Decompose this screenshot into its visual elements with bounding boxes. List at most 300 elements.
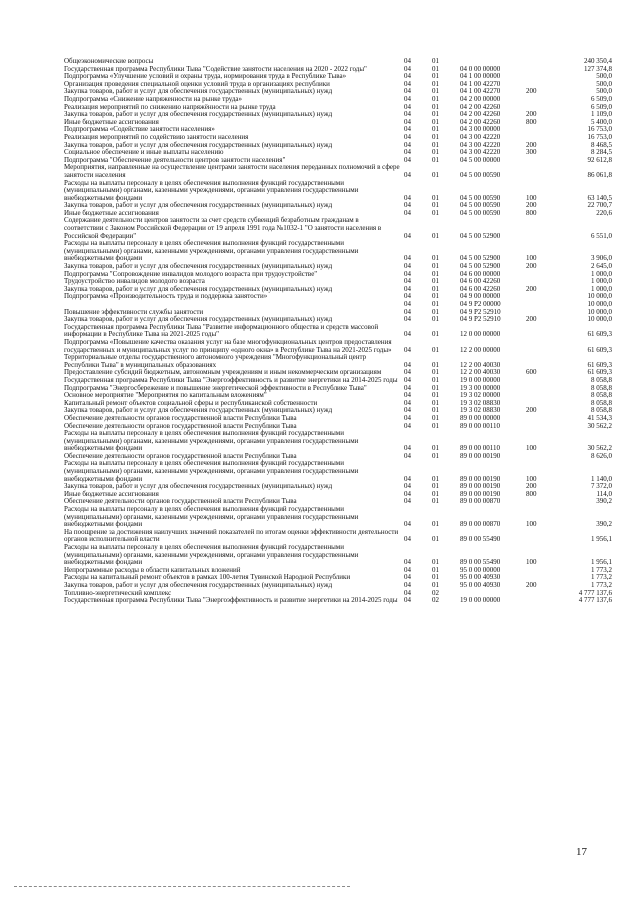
row-section: 04 <box>404 110 411 119</box>
row-amount: 390,2 <box>596 497 612 506</box>
row-section: 04 <box>404 398 411 407</box>
row-section: 04 <box>404 117 411 126</box>
row-target-article: 89 0 00 00190 <box>460 489 501 498</box>
row-name: Обеспечение деятельности органов государственной власти Республики Тыва <box>64 421 297 430</box>
row-name: Иные бюджетные ассигнования <box>64 489 159 498</box>
row-section: 04 <box>404 57 411 65</box>
row-name: Обеспечение деятельности органов государственной власти Республики Тыва <box>64 497 297 506</box>
table-row <box>64 217 612 240</box>
row-amount: 4 777 137,6 <box>578 596 612 605</box>
row-target-article: 04 5 00 52900 <box>460 254 501 263</box>
row-subsection: 01 <box>432 292 439 301</box>
row-expense-type: 100 <box>526 444 537 453</box>
row-target-article: 04 1 00 00000 <box>460 72 501 81</box>
row-amount: 240 350,4 <box>584 57 612 65</box>
row-target-article: 89 0 00 00000 <box>460 413 501 422</box>
row-target-article: 04 5 00 52900 <box>460 231 501 240</box>
row-amount: 92 612,8 <box>587 155 612 164</box>
row-target-article: 89 0 00 55490 <box>460 558 501 567</box>
row-section: 04 <box>404 262 411 271</box>
row-amount: 1 773,2 <box>591 565 612 574</box>
row-section: 04 <box>404 140 411 149</box>
row-amount: 1 773,2 <box>591 573 612 582</box>
row-subsection: 01 <box>432 254 439 263</box>
row-name: Закупка товаров, работ и услуг для обеспечения государственных (муниципальных) нужд <box>64 284 333 293</box>
row-name: На поощрение за достижения наилучших значений показателей по итогам оценки эффективности деятельности органов исполнительной власти <box>64 527 399 544</box>
row-amount: 2 645,0 <box>591 262 612 271</box>
row-expense-type: 200 <box>526 580 537 589</box>
row-target-article: 04 5 00 00590 <box>460 170 501 179</box>
row-target-article: 12 2 00 40030 <box>460 360 501 369</box>
row-target-article: 04 6 00 42260 <box>460 284 501 293</box>
row-name: Закупка товаров, работ и услуг для обеспечения государственных (муниципальных) нужд <box>64 201 333 210</box>
row-target-article: 19 0 00 00000 <box>460 596 501 605</box>
row-subsection: 01 <box>432 208 439 217</box>
row-section: 04 <box>404 444 411 453</box>
row-subsection: 01 <box>432 94 439 103</box>
row-section: 04 <box>404 148 411 157</box>
table-row <box>64 339 612 354</box>
row-target-article: 19 3 02 08830 <box>460 406 501 415</box>
row-amount: 3 906,0 <box>591 254 612 263</box>
row-section: 04 <box>404 292 411 301</box>
row-subsection: 01 <box>432 520 439 529</box>
row-amount: 4 777 137,6 <box>578 588 612 597</box>
row-target-article: 89 0 00 00870 <box>460 497 501 506</box>
row-name: Государственная программа Республики Тыва "Энергоэффективность и развитие энергетики на 2014-2025 годы <box>64 375 398 384</box>
row-target-article: 89 0 00 00110 <box>460 421 500 430</box>
row-name: Подпрограмма «Производительность труда и поддержка занятости» <box>64 292 268 301</box>
row-name: Организация проведения специальной оценки условий труда в организациях республики <box>64 79 330 88</box>
row-section: 04 <box>404 360 411 369</box>
row-name: Подпрограмма "Сопровождение инвалидов молодого возраста при трудоустройстве" <box>64 269 318 278</box>
row-name: Расходы на выплаты персоналу в целях обеспечения выполнения функций государственными (муниципальными) органами, казенными учреждениями, органами управления государственными внебюджетными фондами <box>64 239 359 263</box>
table-row <box>64 506 612 529</box>
row-subsection: 01 <box>432 330 439 339</box>
row-subsection: 01 <box>432 482 439 491</box>
row-expense-type: 200 <box>526 140 537 149</box>
row-target-article: 04 3 00 00000 <box>460 125 501 134</box>
row-name: Подпрограмма «Повышение качества оказания услуг на базе многофункциональных центров предоставления государственных и муниципальных услуг по принципу «одного окна» в Республике Тыва на 2021-2025 годы» <box>64 337 392 354</box>
table-row <box>64 180 612 203</box>
row-name: Социальное обеспечение и иные выплаты населению <box>64 148 224 157</box>
table-row <box>64 240 612 263</box>
row-section: 04 <box>404 300 411 308</box>
row-amount: 8 058,8 <box>591 391 612 400</box>
row-expense-type: 200 <box>526 284 537 293</box>
row-target-article: 04 9 00 00000 <box>460 292 501 301</box>
row-target-article: 19 3 00 00000 <box>460 383 501 392</box>
table-row <box>64 529 612 544</box>
row-expense-type: 800 <box>526 117 537 126</box>
row-section: 04 <box>404 588 411 597</box>
row-section: 04 <box>404 413 411 422</box>
table-row <box>64 430 612 453</box>
row-amount: 220,6 <box>596 208 612 217</box>
row-expense-type: 200 <box>526 87 537 96</box>
row-expense-type: 100 <box>526 474 537 483</box>
row-expense-type: 100 <box>526 520 537 529</box>
row-section: 04 <box>404 451 411 460</box>
row-section: 04 <box>404 535 411 544</box>
row-target-article: 04 5 00 00590 <box>460 193 501 202</box>
row-amount: 500,0 <box>596 87 612 96</box>
row-subsection: 01 <box>432 421 439 430</box>
row-section: 04 <box>404 383 411 392</box>
row-subsection: 01 <box>432 262 439 271</box>
row-amount: 6 509,0 <box>591 102 612 111</box>
row-section: 04 <box>404 596 411 605</box>
table-row <box>64 293 612 301</box>
row-target-article: 04 5 00 00590 <box>460 201 501 210</box>
row-name: Закупка товаров, работ и услуг для обеспечения государственных (муниципальных) нужд <box>64 110 333 119</box>
row-target-article: 04 2 00 42260 <box>460 117 501 126</box>
row-amount: 500,0 <box>596 72 612 81</box>
row-target-article: 04 9 P2 52910 <box>460 307 501 316</box>
row-section: 04 <box>404 64 411 73</box>
table-row <box>64 354 612 369</box>
row-subsection: 01 <box>432 444 439 453</box>
row-expense-type: 600 <box>526 368 537 377</box>
row-expense-type: 800 <box>526 489 537 498</box>
row-name: Трудоустройство инвалидов молодого возраста <box>64 277 205 286</box>
row-amount: 63 140,5 <box>587 193 612 202</box>
row-amount: 10 000,0 <box>587 292 612 301</box>
row-expense-type: 200 <box>526 201 537 210</box>
row-subsection: 01 <box>432 132 439 141</box>
row-amount: 1 000,0 <box>591 277 612 286</box>
row-expense-type: 200 <box>526 482 537 491</box>
row-expense-type: 200 <box>526 315 537 324</box>
row-name: Подпрограмма "Энергосбережение и повышение энергетической эффективности в Республике Тыва" <box>64 383 367 392</box>
row-amount: 127 374,8 <box>584 64 612 73</box>
row-name: Расходы на выплаты персоналу в целях обеспечения выполнения функций государственными (муниципальными) органами, казенными учреждениями, органами управления государственными внебюджетными фондами <box>64 178 359 202</box>
row-amount: 10 000,0 <box>587 315 612 324</box>
row-amount: 86 061,8 <box>587 170 612 179</box>
row-amount: 8 058,8 <box>591 375 612 384</box>
row-subsection: 01 <box>432 360 439 369</box>
row-amount: 61 609,3 <box>587 360 612 369</box>
row-target-article: 04 3 00 42220 <box>460 140 501 149</box>
table-row <box>64 164 612 179</box>
row-target-article: 04 2 00 00000 <box>460 94 501 103</box>
row-subsection: 01 <box>432 535 439 544</box>
row-name: Территориальные отделы государственного автономного учреждения "Многофункциональный центр Республики Тыва" в муниципальных образованиях <box>64 353 367 369</box>
row-target-article: 12 0 00 00000 <box>460 330 501 339</box>
row-subsection: 01 <box>432 474 439 483</box>
row-section: 04 <box>404 482 411 491</box>
row-name: Обеспечение деятельности органов государственной власти Республики Тыва <box>64 451 297 460</box>
row-subsection: 01 <box>432 580 439 589</box>
row-subsection: 01 <box>432 345 439 354</box>
table-row <box>64 544 612 567</box>
row-target-article: 04 2 00 42260 <box>460 110 501 119</box>
row-amount: 22 700,7 <box>587 201 612 210</box>
row-subsection: 01 <box>432 368 439 377</box>
row-section: 04 <box>404 277 411 286</box>
row-target-article: 04 5 00 00000 <box>460 155 501 164</box>
row-name: Государственная программа Республики Тыва "Содействие занятости населения на 2020 - 2022 годы" <box>64 64 367 73</box>
row-amount: 61 609,3 <box>587 368 612 377</box>
row-section: 04 <box>404 368 411 377</box>
row-subsection: 01 <box>432 79 439 88</box>
row-expense-type: 800 <box>526 208 537 217</box>
row-section: 04 <box>404 580 411 589</box>
row-subsection: 01 <box>432 140 439 149</box>
row-subsection: 01 <box>432 117 439 126</box>
row-section: 04 <box>404 474 411 483</box>
row-name: Капитальный ремонт объектов социальной сферы и республиканской собственности <box>64 398 318 407</box>
row-target-article: 95 0 00 40930 <box>460 573 501 582</box>
row-subsection: 01 <box>432 72 439 81</box>
row-expense-type: 200 <box>526 110 537 119</box>
row-subsection: 01 <box>432 497 439 506</box>
row-section: 04 <box>404 254 411 263</box>
row-amount: 8 058,8 <box>591 406 612 415</box>
row-target-article: 04 1 00 42270 <box>460 79 501 88</box>
row-name: Реализация мероприятий по снижению напряжённости на рынке труда <box>64 102 276 111</box>
row-subsection: 01 <box>432 315 439 324</box>
row-subsection: 01 <box>432 269 439 278</box>
row-name: Содержание деятельности центров занятости за счет средств субвенций безработным гражданам в соответствии с Законом Российской Федерации от 19 апреля 1991 года №1032-1 "О занятости населения в Российской Федерации" <box>64 216 382 240</box>
row-section: 04 <box>404 201 411 210</box>
row-amount: 30 562,2 <box>587 421 612 430</box>
row-subsection: 01 <box>432 231 439 240</box>
row-target-article: 04 5 00 00590 <box>460 208 501 217</box>
row-amount: 1 000,0 <box>591 269 612 278</box>
row-section: 04 <box>404 132 411 141</box>
table-row <box>64 324 612 339</box>
row-target-article: 12 2 00 00000 <box>460 345 501 354</box>
row-name: Закупка товаров, работ и услуг для обеспечения государственных (муниципальных) нужд <box>64 406 333 415</box>
row-name: Топливно-энергетический комплекс <box>64 588 172 597</box>
row-section: 04 <box>404 489 411 498</box>
row-section: 04 <box>404 231 411 240</box>
row-target-article: 04 2 00 42260 <box>460 102 501 111</box>
row-target-article: 95 0 00 00000 <box>460 565 501 574</box>
row-subsection: 01 <box>432 125 439 134</box>
row-target-article: 04 9 P2 52910 <box>460 315 501 324</box>
row-subsection: 01 <box>432 284 439 293</box>
row-subsection: 02 <box>432 588 439 597</box>
row-amount: 8 468,5 <box>591 140 612 149</box>
table-row <box>64 597 612 605</box>
row-expense-type: 300 <box>526 148 537 157</box>
row-name: Подпрограмма «Улучшение условий и охраны труда, нормирования труда в Республике Тыва» <box>64 72 347 81</box>
row-name: Мероприятия, направленные на осуществление центрами занятости населения переданных полномочий в сфере занятости населения <box>64 163 400 179</box>
row-name: Подпрограмма "Обеспечение деятельности центров занятости населения" <box>64 155 286 164</box>
row-section: 04 <box>404 155 411 164</box>
row-section: 04 <box>404 421 411 430</box>
row-subsection: 01 <box>432 277 439 286</box>
row-section: 04 <box>404 330 411 339</box>
row-section: 04 <box>404 345 411 354</box>
row-name: Закупка товаров, работ и услуг для обеспечения государственных (муниципальных) нужд <box>64 580 333 589</box>
row-amount: 16 753,0 <box>587 132 612 141</box>
row-amount: 114,0 <box>596 489 612 498</box>
row-target-article: 89 0 00 00110 <box>460 444 500 453</box>
row-target-article: 04 3 00 42220 <box>460 132 501 141</box>
row-section: 04 <box>404 102 411 111</box>
row-target-article: 19 3 02 00000 <box>460 391 501 400</box>
row-subsection: 01 <box>432 383 439 392</box>
row-amount: 8 284,5 <box>591 148 612 157</box>
row-name: Расходы на выплаты персоналу в целях обеспечения выполнения функций государственными (муниципальными) органами, казенными учреждениями, органами управления государственными внебюджетными фондами <box>64 543 359 567</box>
row-target-article: 95 0 00 40930 <box>460 580 501 589</box>
row-subsection: 01 <box>432 413 439 422</box>
scan-edge-line <box>14 886 350 887</box>
row-target-article: 04 0 00 00000 <box>460 64 501 73</box>
row-subsection: 01 <box>432 573 439 582</box>
row-amount: 6 509,0 <box>591 94 612 103</box>
row-section: 04 <box>404 284 411 293</box>
row-target-article: 89 0 00 00190 <box>460 451 501 460</box>
row-section: 04 <box>404 87 411 96</box>
row-name: Подпрограмма «Содействие занятости населения» <box>64 125 215 134</box>
row-name: Государственная программа Республики Тыва "Развитие информационного общества и средств массовой информации в Республике Тыва на 2021-2025 годы" <box>64 322 379 339</box>
row-amount: 30 562,2 <box>587 444 612 453</box>
row-section: 04 <box>404 391 411 400</box>
row-target-article: 04 1 00 42270 <box>460 87 501 96</box>
row-subsection: 01 <box>432 391 439 400</box>
row-subsection: 01 <box>432 110 439 119</box>
row-subsection: 01 <box>432 558 439 567</box>
row-target-article: 89 0 00 55490 <box>460 535 501 544</box>
row-target-article: 89 0 00 00190 <box>460 474 501 483</box>
row-amount: 5 400,0 <box>591 117 612 126</box>
budget-table <box>64 58 612 605</box>
row-amount: 61 609,3 <box>587 330 612 339</box>
row-amount: 41 534,3 <box>587 413 612 422</box>
row-amount: 16 753,0 <box>587 125 612 134</box>
row-name: Закупка товаров, работ и услуг для обеспечения государственных (муниципальных) нужд <box>64 140 333 149</box>
row-subsection: 01 <box>432 170 439 179</box>
row-name: Государственная программа Республики Тыва "Энергоэффективность и развитие энергетики на 2014-2025 годы <box>64 596 398 605</box>
row-section: 04 <box>404 72 411 81</box>
row-subsection: 01 <box>432 57 439 65</box>
row-target-article: 04 3 00 42220 <box>460 148 501 157</box>
row-name: Иные бюджетные ассигнования <box>64 117 159 126</box>
row-section: 04 <box>404 375 411 384</box>
table-row <box>64 460 612 483</box>
row-target-article: 12 2 00 40030 <box>460 368 501 377</box>
row-target-article: 04 6 00 42260 <box>460 277 501 286</box>
row-name: Расходы на выплаты персоналу в целях обеспечения выполнения функций государственными (муниципальными) органами, казенными учреждениями, органами управления государственными внебюджетными фондами <box>64 505 359 529</box>
row-name: Общеэкономические вопросы <box>64 57 154 65</box>
row-section: 04 <box>404 565 411 574</box>
row-section: 04 <box>404 208 411 217</box>
row-subsection: 01 <box>432 102 439 111</box>
row-amount: 8 626,0 <box>591 451 612 460</box>
row-amount: 7 372,0 <box>591 482 612 491</box>
row-section: 04 <box>404 269 411 278</box>
row-expense-type: 100 <box>526 193 537 202</box>
row-amount: 8 058,8 <box>591 383 612 392</box>
row-target-article: 19 3 02 08830 <box>460 398 501 407</box>
row-subsection: 01 <box>432 300 439 308</box>
row-target-article: 89 0 00 00870 <box>460 520 501 529</box>
row-name: Расходы на выплаты персоналу в целях обеспечения выполнения функций государственными (муниципальными) органами, казенными учреждениями, органами управления государственными внебюджетными фондами <box>64 459 359 483</box>
row-name: Закупка товаров, работ и услуг для обеспечения государственных (муниципальных) нужд <box>64 262 333 271</box>
row-section: 04 <box>404 573 411 582</box>
row-subsection: 01 <box>432 489 439 498</box>
row-subsection: 01 <box>432 201 439 210</box>
row-name: Иные бюджетные ассигнования <box>64 208 159 217</box>
row-target-article: 89 0 00 00190 <box>460 482 501 491</box>
row-section: 04 <box>404 307 411 316</box>
row-name: Закупка товаров, работ и услуг для обеспечения государственных (муниципальных) нужд <box>64 87 333 96</box>
row-target-article: 04 9 P2 00000 <box>460 300 501 308</box>
row-target-article: 19 0 00 00000 <box>460 375 501 384</box>
row-amount: 1 140,0 <box>591 474 612 483</box>
row-subsection: 01 <box>432 148 439 157</box>
row-name: Реализация мероприятий по содействию занятости населения <box>64 132 249 141</box>
page-number: 17 <box>576 846 587 858</box>
row-subsection: 01 <box>432 64 439 73</box>
row-amount: 1 956,1 <box>591 535 612 544</box>
row-subsection: 01 <box>432 193 439 202</box>
row-subsection: 01 <box>432 451 439 460</box>
row-section: 04 <box>404 125 411 134</box>
row-name: Расходы на капитальный ремонт объектов в рамках 100-летия Тувинской Народной Республики <box>64 573 351 582</box>
row-name: Закупка товаров, работ и услуг для обеспечения государственных (муниципальных) нужд <box>64 315 333 324</box>
row-section: 04 <box>404 558 411 567</box>
row-amount: 1 956,1 <box>591 558 612 567</box>
row-target-article: 04 6 00 00000 <box>460 269 501 278</box>
row-subsection: 01 <box>432 565 439 574</box>
row-subsection: 01 <box>432 375 439 384</box>
row-name: Повышение эффективности службы занятости <box>64 307 204 316</box>
row-amount: 6 551,0 <box>591 231 612 240</box>
row-amount: 1 000,0 <box>591 284 612 293</box>
row-section: 04 <box>404 170 411 179</box>
row-amount: 10 000,0 <box>587 300 612 308</box>
row-name: Расходы на выплаты персоналу в целях обеспечения выполнения функций государственными (муниципальными) органами, казенными учреждениями, органами управления государственными внебюджетными фондами <box>64 429 359 453</box>
row-amount: 390,2 <box>596 520 612 529</box>
row-amount: 61 609,3 <box>587 345 612 354</box>
row-target-article: 04 5 00 52900 <box>460 262 501 271</box>
row-expense-type: 200 <box>526 262 537 271</box>
row-amount: 1 109,0 <box>591 110 612 119</box>
row-name: Обеспечение деятельности органов государственной власти Республики Тыва <box>64 413 297 422</box>
row-name: Предоставление субсидий бюджетным, автономным учреждениям и иным некоммерческим организациям <box>64 368 382 377</box>
row-section: 04 <box>404 406 411 415</box>
row-amount: 10 000,0 <box>587 307 612 316</box>
row-amount: 500,0 <box>596 79 612 88</box>
row-amount: 1 773,2 <box>591 580 612 589</box>
row-section: 04 <box>404 315 411 324</box>
row-subsection: 02 <box>432 596 439 605</box>
row-name: Закупка товаров, работ и услуг для обеспечения государственных (муниципальных) нужд <box>64 482 333 491</box>
row-subsection: 01 <box>432 406 439 415</box>
row-subsection: 01 <box>432 398 439 407</box>
row-section: 04 <box>404 94 411 103</box>
row-subsection: 01 <box>432 87 439 96</box>
row-name: Основное мероприятие "Мероприятия по капитальным вложениям" <box>64 391 267 400</box>
row-expense-type: 200 <box>526 406 537 415</box>
row-subsection: 01 <box>432 307 439 316</box>
row-name: Подпрограмма «Снижение напряженности на рынке труда» <box>64 94 242 103</box>
row-section: 04 <box>404 193 411 202</box>
row-section: 04 <box>404 520 411 529</box>
row-expense-type: 100 <box>526 558 537 567</box>
row-section: 04 <box>404 79 411 88</box>
row-expense-type: 100 <box>526 254 537 263</box>
row-amount: 8 058,8 <box>591 398 612 407</box>
row-section: 04 <box>404 497 411 506</box>
row-subsection: 01 <box>432 155 439 164</box>
row-name: Непрограммные расходы в области капитальных вложений <box>64 565 241 574</box>
